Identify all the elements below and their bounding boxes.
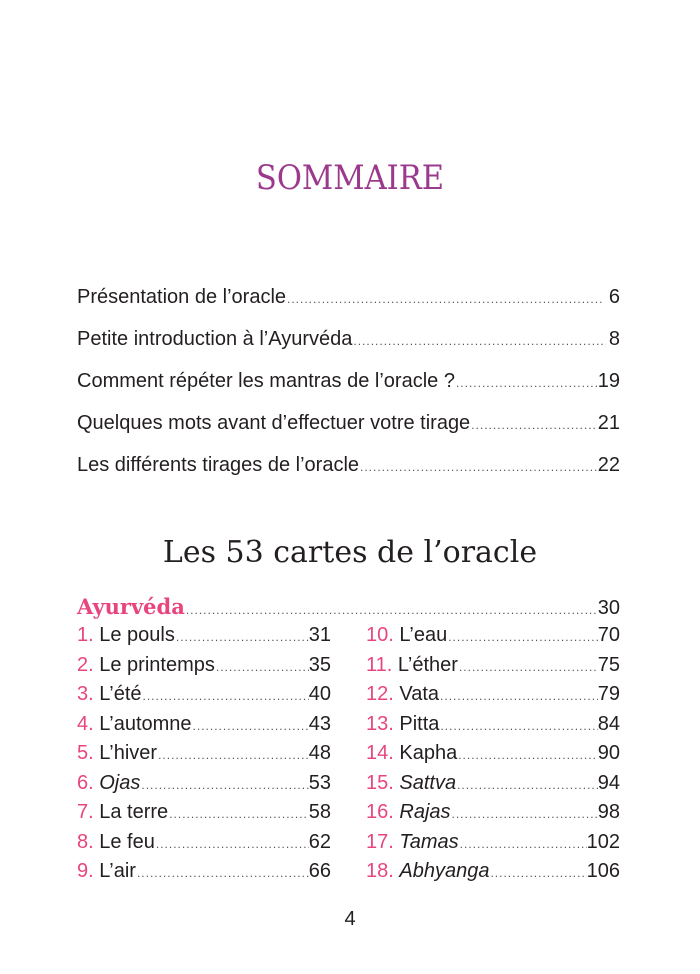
card-label: Le pouls — [99, 624, 175, 646]
dot-leader — [156, 837, 309, 851]
card-entry[interactable] — [77, 831, 331, 854]
page-number: 30 — [597, 597, 620, 619]
card-title — [366, 831, 459, 854]
toc-label: Présentation de l’oracle — [77, 286, 287, 308]
card-entry[interactable] — [77, 860, 331, 883]
page-number: 75 — [597, 653, 620, 676]
card-entry[interactable] — [366, 831, 620, 854]
card-title — [77, 742, 157, 765]
page-number: 79 — [597, 683, 620, 705]
card-label: L’hiver — [99, 742, 158, 764]
page-number: 8 — [608, 328, 620, 350]
card-number: 12. — [366, 683, 394, 705]
page-number: 90 — [597, 742, 620, 764]
card-title — [77, 831, 155, 854]
page-number: 53 — [308, 771, 331, 794]
page-title: SOMMAIRE — [255, 158, 445, 198]
card-title — [366, 654, 458, 677]
card-number: 2. — [77, 653, 94, 676]
toc-entry[interactable] — [77, 454, 620, 477]
card-title — [77, 801, 168, 824]
dot-leader — [186, 603, 598, 617]
card-title — [366, 742, 457, 765]
card-number: 17. — [366, 830, 394, 853]
card-number: 5. — [77, 742, 94, 764]
page-number: 66 — [308, 860, 331, 882]
card-title — [77, 713, 192, 736]
page-number: 102 — [586, 830, 620, 853]
card-number: 18. — [366, 860, 394, 882]
page-number: 6 — [608, 286, 620, 308]
page-number: 58 — [308, 801, 331, 823]
card-number: 4. — [77, 712, 94, 735]
page-number: 70 — [597, 624, 620, 646]
dot-leader — [490, 866, 586, 880]
card-entry[interactable] — [366, 683, 620, 706]
dot-leader — [456, 376, 598, 390]
card-label: La terre — [99, 801, 169, 823]
card-title — [366, 860, 489, 883]
page-number: 19 — [597, 370, 620, 392]
card-number: 10. — [366, 624, 394, 646]
toc-entry[interactable] — [77, 286, 620, 309]
dot-leader — [287, 292, 603, 306]
dot-leader — [471, 418, 598, 432]
toc-label: Quelques mots avant d’effectuer votre tirage — [77, 412, 471, 434]
card-entry[interactable] — [77, 772, 331, 795]
card-label: Vata — [399, 683, 440, 705]
card-number: 3. — [77, 683, 94, 705]
dot-leader — [143, 689, 309, 703]
toc-entry[interactable] — [77, 370, 620, 393]
card-entry[interactable] — [366, 624, 620, 647]
card-entry[interactable] — [366, 772, 620, 795]
toc-entry[interactable] — [77, 412, 620, 435]
card-number: 15. — [366, 771, 394, 794]
card-number: 11. — [366, 653, 393, 676]
card-entry[interactable] — [366, 742, 620, 765]
section-label: Ayurvéda — [77, 594, 185, 619]
card-number: 8. — [77, 830, 94, 853]
card-number: 13. — [366, 712, 394, 735]
dot-leader — [460, 837, 587, 851]
card-title — [77, 624, 175, 647]
toc-label: Comment répéter les mantras de l’oracle ? — [77, 370, 455, 392]
card-title — [366, 801, 451, 824]
page-number: 43 — [308, 712, 331, 735]
card-title — [366, 713, 439, 736]
card-title — [366, 624, 447, 647]
toc-section-ayurveda[interactable] — [77, 594, 620, 620]
page-number: 106 — [586, 860, 620, 882]
card-number: 7. — [77, 801, 94, 823]
dot-leader — [448, 630, 598, 644]
card-label: Sattva — [399, 771, 457, 794]
card-number: 6. — [77, 771, 94, 794]
card-label: L’eau — [399, 624, 448, 646]
card-label: Le feu — [99, 830, 155, 853]
card-title — [77, 683, 142, 706]
page-number: 84 — [597, 712, 620, 735]
card-entry[interactable] — [77, 624, 331, 647]
page-number: 98 — [597, 801, 620, 823]
dot-leader — [440, 689, 598, 703]
card-label: Ojas — [99, 771, 141, 794]
card-entry[interactable] — [77, 801, 331, 824]
page-number: 48 — [308, 742, 331, 764]
card-entry[interactable] — [77, 683, 331, 706]
card-number: 9. — [77, 860, 94, 882]
dot-leader — [353, 334, 606, 348]
card-number: 14. — [366, 742, 394, 764]
page-number: 40 — [308, 683, 331, 705]
card-label: L’éther — [397, 653, 458, 676]
card-label: L’automne — [99, 712, 192, 735]
cards-heading: Les 53 cartes de l’oracle — [162, 535, 538, 570]
card-number: 1. — [77, 624, 94, 646]
card-label: Pitta — [399, 712, 440, 735]
page-number: 62 — [308, 830, 331, 853]
card-label: Kapha — [399, 742, 458, 764]
dot-leader — [158, 748, 309, 762]
page-number: 31 — [308, 624, 331, 646]
card-entry[interactable] — [366, 801, 620, 824]
dot-leader — [360, 460, 598, 474]
dot-leader — [216, 660, 309, 674]
toc-label: Petite introduction à l’Ayurvéda — [77, 328, 353, 350]
card-title — [77, 772, 140, 795]
card-label: Abhyanga — [399, 860, 490, 882]
page-number: 21 — [597, 412, 620, 434]
card-title — [77, 860, 136, 883]
page-number: 94 — [597, 771, 620, 794]
card-title — [77, 654, 215, 677]
card-label: Tamas — [399, 830, 459, 853]
card-entry[interactable] — [366, 713, 620, 736]
card-entry[interactable] — [77, 713, 331, 736]
dot-leader — [193, 719, 309, 733]
card-entry[interactable] — [77, 742, 331, 765]
dot-leader — [169, 807, 309, 821]
toc-entry[interactable] — [77, 328, 620, 351]
toc-label: Les différents tirages de l’oracle — [77, 454, 360, 476]
dot-leader — [458, 748, 598, 762]
dot-leader — [137, 866, 309, 880]
folio: 4 — [344, 908, 356, 930]
page-number: 35 — [308, 653, 331, 676]
card-label: Rajas — [399, 801, 451, 823]
card-entry[interactable] — [366, 860, 620, 883]
dot-leader — [459, 660, 598, 674]
card-label: Le printemps — [99, 653, 215, 676]
dot-leader — [440, 719, 597, 733]
dot-leader — [176, 630, 309, 644]
card-title — [366, 683, 439, 706]
card-number: 16. — [366, 801, 394, 823]
card-entry[interactable] — [366, 654, 620, 677]
card-label: L’air — [99, 860, 136, 882]
card-entry[interactable] — [77, 654, 331, 677]
dot-leader — [452, 807, 598, 821]
dot-leader — [457, 778, 598, 792]
dot-leader — [141, 778, 308, 792]
card-label: L’été — [99, 683, 142, 705]
card-title — [366, 772, 456, 795]
page-number: 22 — [597, 454, 620, 476]
